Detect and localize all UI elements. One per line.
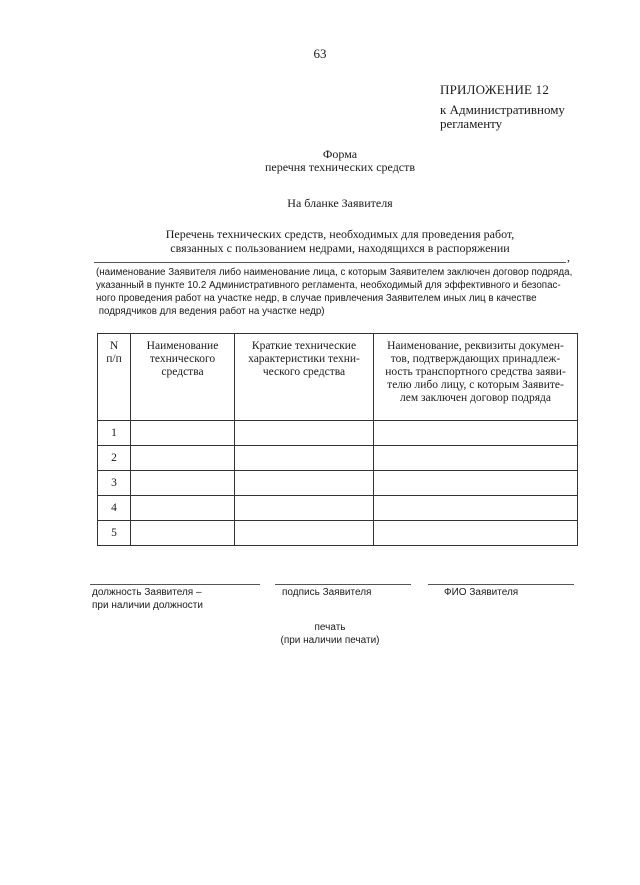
table-cell[interactable] xyxy=(131,446,235,471)
header-line: Наименование xyxy=(146,340,219,352)
appendix-subtitle-line1: к Административному xyxy=(440,102,565,117)
header-line: Краткие технические xyxy=(251,340,357,352)
note-line: ного проведения работ на участке недр, в случае привлечения Заявителем иных лиц в качестве xyxy=(96,293,537,304)
header-line: ность транспортного средства заяви- xyxy=(385,366,566,378)
row-number: 4 xyxy=(98,496,131,521)
note-line: подрядчиков для ведения работ на участке недр) xyxy=(96,306,325,317)
table-row xyxy=(98,496,578,521)
header-line: N xyxy=(109,340,119,352)
technical-means-table xyxy=(97,333,578,546)
table-cell[interactable] xyxy=(235,446,374,471)
header-line: лем заключен договор подряда xyxy=(400,392,551,404)
row-number: 5 xyxy=(98,521,131,546)
appendix-subtitle-line2: регламенту xyxy=(440,116,503,131)
signature-line xyxy=(275,584,411,585)
position-label-line2: при наличии должности xyxy=(92,600,203,611)
table-cell[interactable] xyxy=(235,521,374,546)
header-documents xyxy=(374,334,578,421)
applicant-name-line xyxy=(94,262,566,263)
fio-label: ФИО Заявителя xyxy=(444,587,519,598)
position-label xyxy=(92,587,203,611)
header-characteristics xyxy=(235,334,374,421)
applicant-name-note xyxy=(96,266,592,318)
signature-label: подпись Заявителя xyxy=(282,587,372,598)
table-header-row xyxy=(98,334,578,421)
header-name xyxy=(131,334,235,421)
header-line: Наименование, реквизиты докумен- xyxy=(387,340,564,352)
fio-signature-line xyxy=(428,584,574,585)
blank-label: На бланке Заявителя xyxy=(287,196,393,210)
form-title: Форма xyxy=(322,147,358,161)
table-cell[interactable] xyxy=(235,421,374,446)
table-cell[interactable] xyxy=(374,521,578,546)
list-title-line2: связанных с пользованием недрами, находящихся в распоряжении xyxy=(170,241,510,255)
header-line: п/п xyxy=(106,353,122,365)
note-line: указанный в пункте 10.2 Административного регламента, необходимый для эффективного и безопас- xyxy=(96,280,561,291)
table-cell[interactable] xyxy=(374,446,578,471)
table-row xyxy=(98,521,578,546)
appendix-subtitle xyxy=(440,103,610,131)
header-line: средства xyxy=(161,366,204,378)
position-label-line1: должность Заявителя – xyxy=(92,587,202,598)
note-line: (наименование Заявителя либо наименование лица, с которым Заявителем заключен договор подряда, xyxy=(96,267,573,278)
table-cell[interactable] xyxy=(131,421,235,446)
list-title-line1: Перечень технических средств, необходимых для проведения работ, xyxy=(165,227,515,241)
header-line: технического xyxy=(149,353,216,365)
table-row xyxy=(98,446,578,471)
table-row xyxy=(98,471,578,496)
stamp-label: печать xyxy=(314,622,346,633)
position-signature-line xyxy=(90,584,260,585)
page-number: 63 xyxy=(313,46,327,61)
row-number: 3 xyxy=(98,471,131,496)
header-number xyxy=(98,334,131,421)
table-cell[interactable] xyxy=(235,496,374,521)
stamp-note: (при наличии печати) xyxy=(280,635,380,646)
row-number: 1 xyxy=(98,421,131,446)
table-cell[interactable] xyxy=(131,521,235,546)
header-line: тов, подтверждающих принадлеж- xyxy=(390,353,561,365)
table-cell[interactable] xyxy=(131,496,235,521)
table-cell[interactable] xyxy=(374,421,578,446)
row-number: 2 xyxy=(98,446,131,471)
header-line: ческого средства xyxy=(262,366,346,378)
table-cell[interactable] xyxy=(131,471,235,496)
table-cell[interactable] xyxy=(235,471,374,496)
table-cell[interactable] xyxy=(374,471,578,496)
header-line: характеристики техни- xyxy=(248,353,360,365)
table-cell[interactable] xyxy=(374,496,578,521)
table-row xyxy=(98,421,578,446)
comma: , xyxy=(567,250,570,264)
appendix-title: ПРИЛОЖЕНИЕ 12 xyxy=(440,82,550,97)
form-subtitle: перечня технических средств xyxy=(264,160,416,174)
header-line: телю либо лицу, с которым Заявите- xyxy=(387,379,564,391)
